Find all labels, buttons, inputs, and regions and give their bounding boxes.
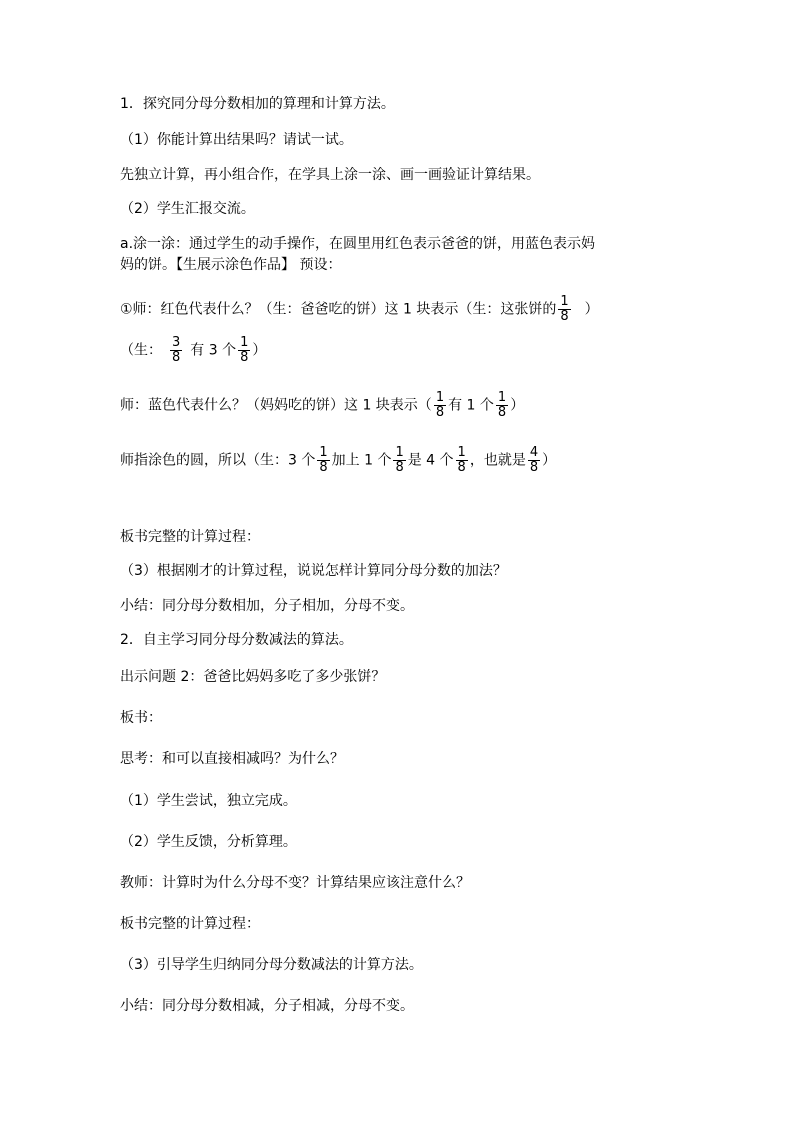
paragraph-a-line2: 妈的饼。【生展示涂色作品】 预设： xyxy=(120,257,342,273)
fraction-one-eighth: $\frac{1}{8}$ xyxy=(457,445,466,475)
section-1-heading: 1．探究同分母分数相加的算理和计算方法。 xyxy=(120,96,395,112)
step-2: （2）学生反馈，分析算理。 xyxy=(120,834,297,850)
fraction-one-eighth: $\frac{1}{8}$ xyxy=(497,390,507,420)
dialogue-4-text: 师指涂色的圆，所以（生：3 个 xyxy=(120,452,316,469)
question-3: （3）根据刚才的计算过程，说说怎样计算同分母分数的加法？ xyxy=(120,563,507,579)
dialogue-4-mid3: ，也就是 xyxy=(469,452,526,469)
board-writing-heading-1: 板书完整的计算过程： xyxy=(120,529,260,545)
section-2-heading: 2．自主学习同分母分数减法的算法。 xyxy=(120,632,353,648)
dialogue-3-text: 师：蓝色代表什么？（妈妈吃的饼）这 1 块表示（ xyxy=(120,397,432,414)
dialogue-2-mid: 有 3 个 xyxy=(190,342,237,359)
dialogue-line-1 xyxy=(120,295,599,324)
problem-2: 出示问题 2：爸爸比妈妈多吃了多少张饼？ xyxy=(120,669,386,685)
dialogue-line-2 xyxy=(120,336,266,365)
dialogue-2-text: （生： xyxy=(120,342,162,359)
fraction-three-eighths: $\frac{3}{8}$ xyxy=(172,335,181,365)
dialogue-1-close: ） xyxy=(584,301,599,318)
dialogue-4-close: ） xyxy=(542,452,557,469)
fraction-four-eighths: $\frac{4}{8}$ xyxy=(529,445,539,475)
board-writing-heading-2: 板书完整的计算过程： xyxy=(120,916,260,932)
instruction-text: 先独立计算，再小组合作，在学具上涂一涂、画一画验证计算结果。 xyxy=(120,167,540,183)
board-label: 板书： xyxy=(120,710,162,726)
dialogue-3-mid: 有 1 个 xyxy=(448,397,494,414)
question-1: （1）你能计算出结果吗？请试一试。 xyxy=(120,132,353,148)
summary-addition: 小结：同分母分数相加，分子相加，分母不变。 xyxy=(120,598,414,614)
dialogue-3-close: ） xyxy=(510,397,525,414)
dialogue-1-text: ①师：红色代表什么？（生：爸爸吃的饼）这 1 块表示（生：这张饼的 xyxy=(120,301,557,318)
summary-subtraction: 小结：同分母分数相减，分子相减，分母不变。 xyxy=(120,998,414,1014)
dialogue-4-mid1: 加上 1 个 xyxy=(331,452,392,469)
step-3: （3）引导学生归纳同分母分数减法的计算方法。 xyxy=(120,957,423,973)
question-2: （2）学生汇报交流。 xyxy=(120,201,255,217)
fraction-one-eighth: $\frac{1}{8}$ xyxy=(560,294,569,324)
fraction-one-eighth: $\frac{1}{8}$ xyxy=(435,390,445,420)
fraction-one-eighth: $\frac{1}{8}$ xyxy=(395,445,404,475)
think-question: 思考：和可以直接相减吗？为什么？ xyxy=(120,751,344,767)
dialogue-4-mid2: 是 4 个 xyxy=(407,452,454,469)
step-1: （1）学生尝试，独立完成。 xyxy=(120,793,297,809)
paragraph-a-line1: a.涂一涂：通过学生的动手操作，在圆里用红色表示爸爸的饼，用蓝色表示妈 xyxy=(120,236,596,252)
dialogue-line-4 xyxy=(120,446,556,475)
dialogue-line-3 xyxy=(120,391,524,420)
fraction-one-eighth: $\frac{1}{8}$ xyxy=(240,335,249,365)
fraction-one-eighth: $\frac{1}{8}$ xyxy=(319,445,328,475)
dialogue-2-close: ） xyxy=(252,342,267,359)
teacher-question: 教师：计算时为什么分母不变？计算结果应该注意什么？ xyxy=(120,875,470,891)
